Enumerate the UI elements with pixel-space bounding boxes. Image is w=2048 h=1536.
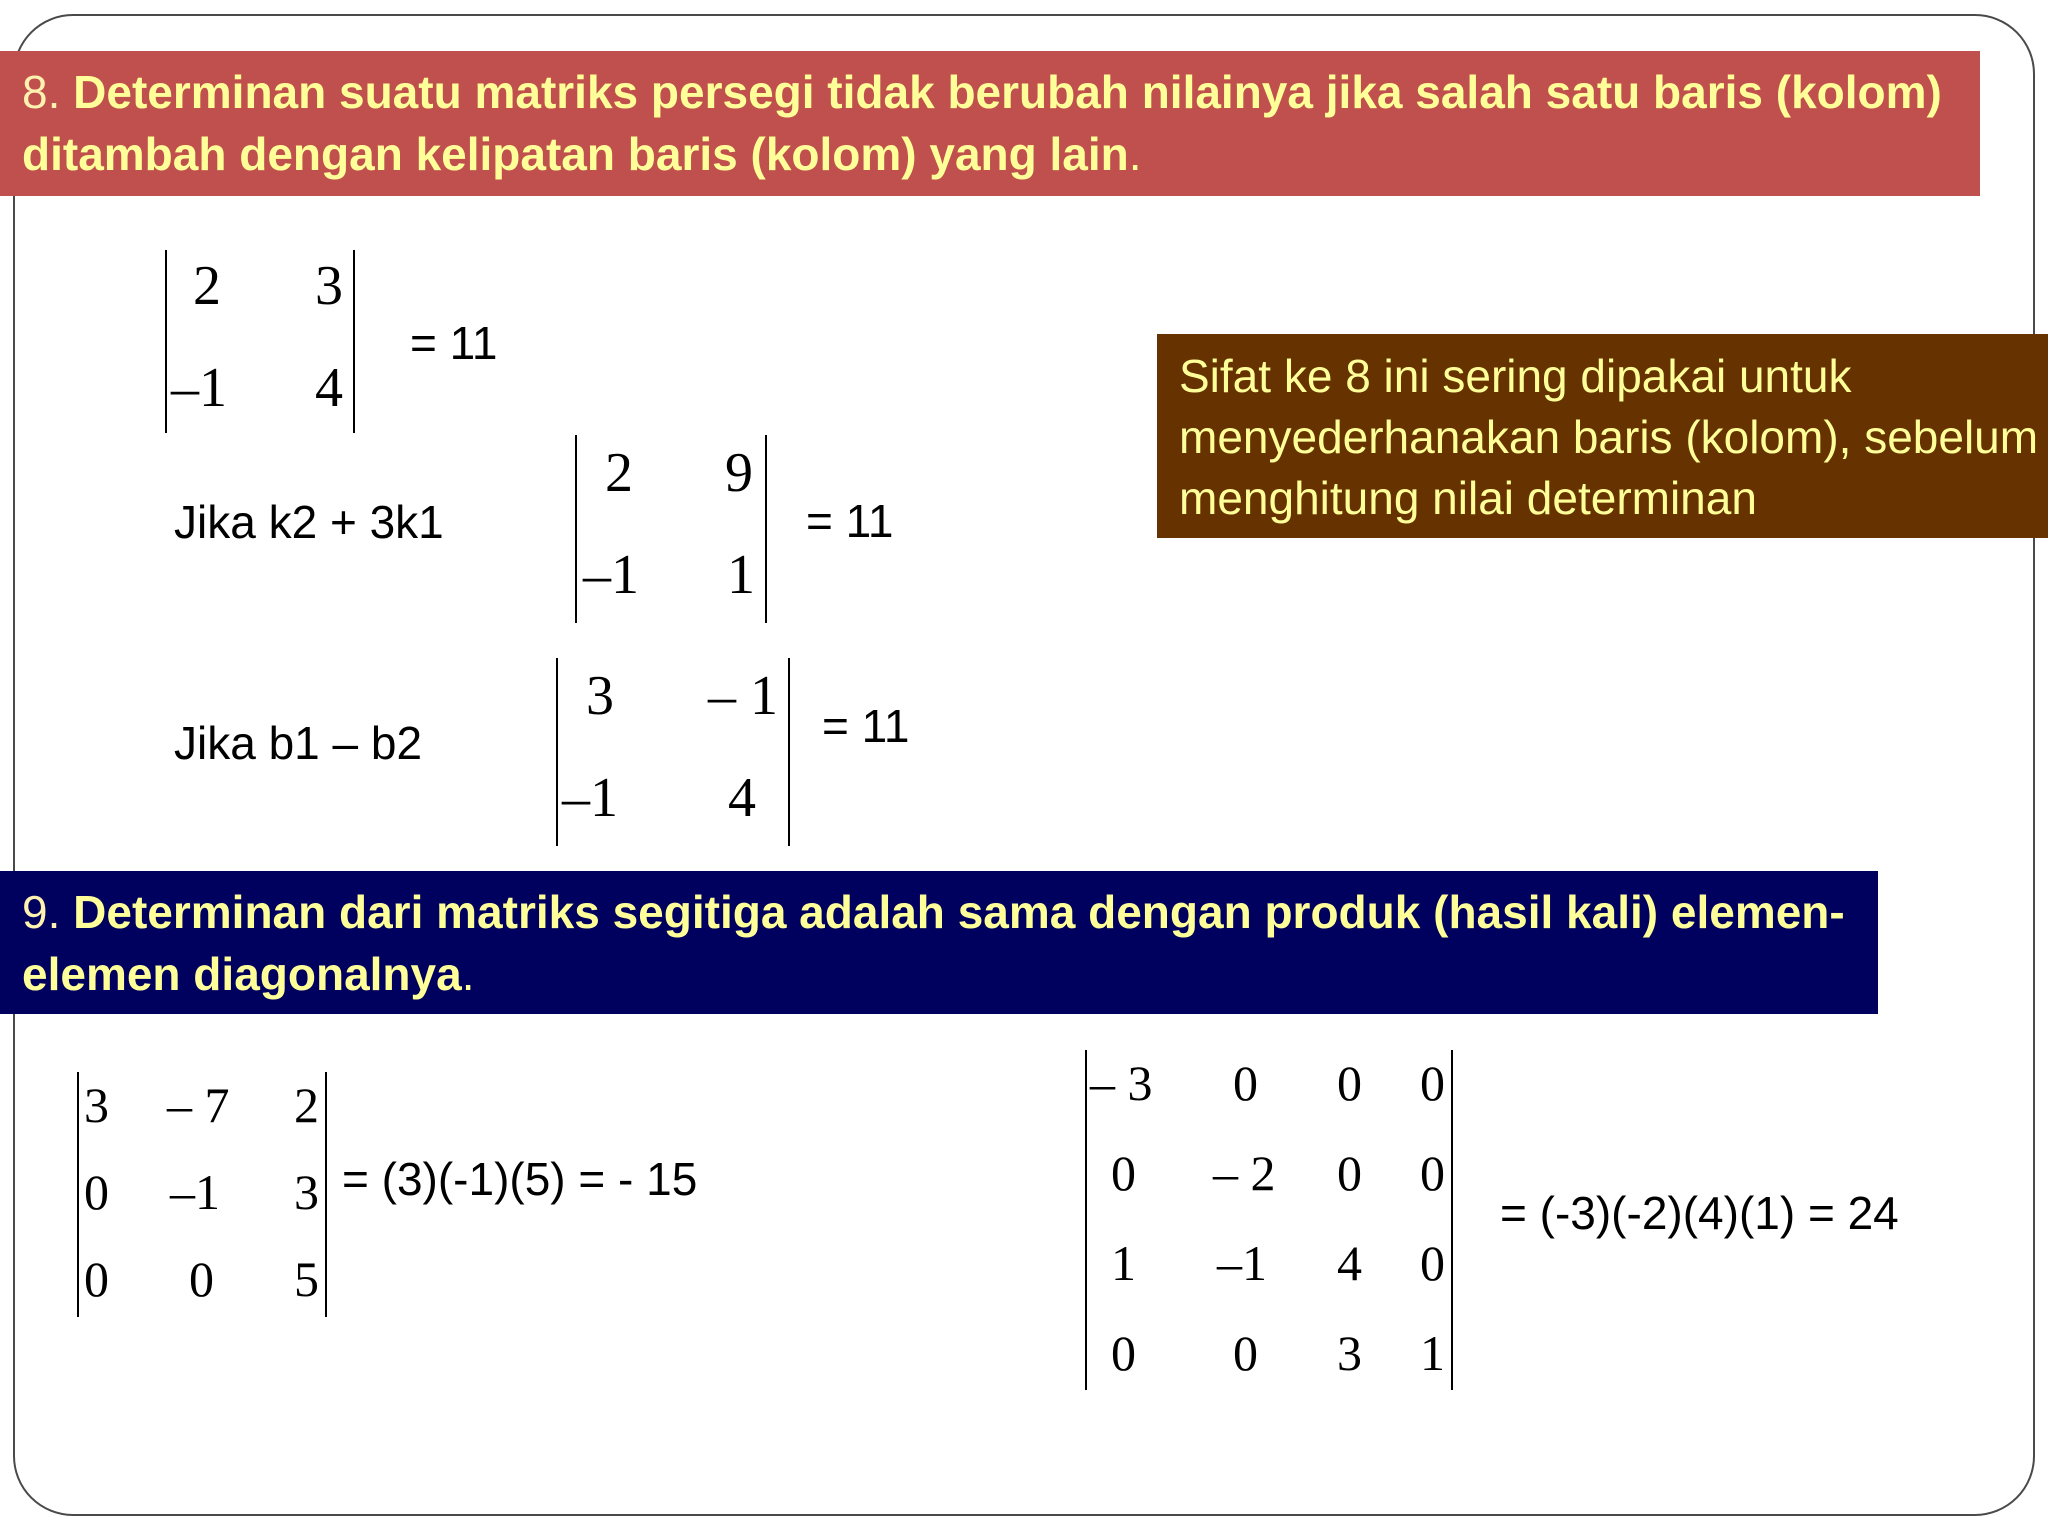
matrix-cell: 3 — [315, 255, 343, 317]
property-9-number: 9. — [22, 886, 61, 938]
matrix-cell: 0 — [1420, 1235, 1445, 1291]
determinant-after-row-operation-result: = 11 — [822, 700, 910, 752]
matrix-cell: –1 — [583, 544, 639, 606]
property-8-number: 8. — [22, 66, 61, 118]
matrix-cell: 0 — [1111, 1325, 1136, 1381]
matrix-cell: 4 — [1337, 1235, 1362, 1291]
determinant-original — [165, 250, 355, 433]
matrix-cell: 1 — [1111, 1235, 1136, 1291]
matrix-cell: 3 — [84, 1077, 109, 1133]
determinant-after-column-operation — [575, 435, 767, 623]
matrix-cell: 0 — [1233, 1055, 1258, 1111]
property-9-text: Determinan dari matriks segitiga adalah sama dengan produk (hasil kali) elemen-elemen diagonalnya — [22, 886, 1845, 1000]
property-8-banner — [0, 51, 1980, 196]
matrix-cell: 3 — [1337, 1325, 1362, 1381]
matrix-cell: 0 — [1420, 1055, 1445, 1111]
matrix-cell: 3 — [586, 665, 614, 727]
matrix-cell: –1 — [1217, 1235, 1267, 1291]
matrix-cell: –1 — [170, 1164, 220, 1220]
matrix-cell: 0 — [1233, 1325, 1258, 1381]
matrix-cell: 0 — [1111, 1145, 1136, 1201]
determinant-after-row-operation — [556, 658, 790, 846]
matrix-cell: – 7 — [167, 1077, 230, 1133]
matrix-cell: –1 — [562, 767, 618, 829]
matrix-cell: 0 — [1337, 1145, 1362, 1201]
matrix-cell: 4 — [315, 357, 343, 419]
matrix-cell: 1 — [727, 544, 755, 606]
triangular-determinant-3x3-result: = (3)(-1)(5) = - 15 — [342, 1153, 698, 1205]
property-8-note: Sifat ke 8 ini sering dipakai untuk menyederhanakan baris (kolom), sebelum menghitung nilai determinan — [1157, 334, 2048, 538]
property-8-text: Determinan suatu matriks persegi tidak berubah nilainya jika salah satu baris (kolom) ditambah dengan kelipatan baris (kolom) yang lain — [22, 66, 1942, 180]
determinant-after-column-operation-result: = 11 — [806, 495, 894, 547]
operation-label-b1-b2: Jika b1 – b2 — [174, 717, 423, 769]
matrix-cell: 2 — [294, 1077, 319, 1133]
matrix-cell: –1 — [171, 357, 227, 419]
matrix-cell: 9 — [725, 442, 753, 504]
determinant-original-result: = 11 — [410, 317, 498, 369]
property-8-period: . — [1128, 128, 1142, 180]
operation-label-k2-3k1: Jika k2 + 3k1 — [174, 496, 444, 548]
matrix-cell: 0 — [189, 1251, 214, 1307]
matrix-cell: 1 — [1420, 1325, 1445, 1381]
matrix-cell: 0 — [84, 1251, 109, 1307]
matrix-cell: 0 — [1420, 1145, 1445, 1201]
triangular-determinant-4x4-result: = (-3)(-2)(4)(1) = 24 — [1500, 1187, 1899, 1239]
triangular-determinant-3x3 — [77, 1072, 327, 1317]
matrix-cell: – 2 — [1213, 1145, 1276, 1201]
matrix-cell: 2 — [605, 442, 633, 504]
matrix-cell: 5 — [294, 1251, 319, 1307]
matrix-cell: 4 — [728, 767, 756, 829]
matrix-cell: – 3 — [1090, 1055, 1153, 1111]
property-9-period: . — [461, 948, 475, 1000]
matrix-cell: 0 — [1337, 1055, 1362, 1111]
triangular-determinant-4x4 — [1085, 1050, 1453, 1390]
property-9-banner — [0, 871, 1878, 1014]
matrix-cell: 0 — [84, 1164, 109, 1220]
matrix-cell: 3 — [294, 1164, 319, 1220]
matrix-cell: 2 — [193, 255, 221, 317]
matrix-cell: – 1 — [708, 665, 778, 727]
